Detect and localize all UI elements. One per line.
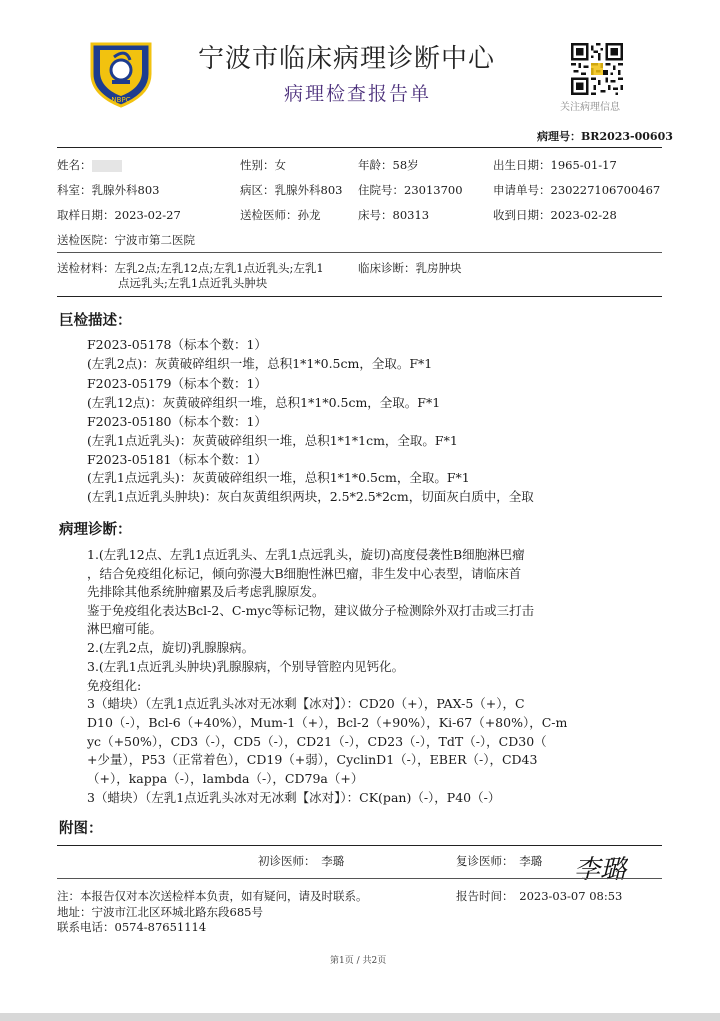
sample-date: 取样日期：2023-02-27 bbox=[57, 208, 181, 222]
submitting-doctor: 送检医师：孙龙 bbox=[240, 208, 321, 222]
specimen-material-line1: 送检材料：左乳2点;左乳12点;左乳1点近乳头;左乳1 bbox=[57, 261, 324, 275]
ihc-line: +少量），P53（正常着色），CD19（+弱），CyclinD1（-），EBER（-），CD43 bbox=[87, 752, 538, 767]
signoff-bottom-divider bbox=[57, 878, 662, 879]
svg-text:李璐: 李璐 bbox=[573, 855, 627, 885]
viewer-bottom-bar bbox=[0, 1013, 720, 1021]
department: 科室：乳腺外科803 bbox=[57, 183, 160, 197]
signoff-divider bbox=[57, 845, 662, 846]
gross-line: F2023-05181（标本个数：1） bbox=[87, 452, 267, 467]
doctor-signature bbox=[572, 848, 628, 886]
diagnosis-line: 鉴于免疫组化表达Bcl-2、C-myc等标记物，建议做分子检测除外双打击或三打击 bbox=[87, 603, 535, 618]
gross-line: (左乳1点近乳头肿块)：灰白灰黄组织两块，2.5*2.5*2cm，切面灰白质中，全取 bbox=[87, 489, 534, 504]
gross-line: F2023-05178（标本个数：1） bbox=[87, 337, 267, 352]
ward: 病区：乳腺外科803 bbox=[240, 183, 343, 197]
diagnosis-line: 先排除其他系统肿瘤累及后考虑乳腺原发。 bbox=[87, 584, 325, 599]
report-time: 报告时间： 2023-03-07 08:53 bbox=[456, 889, 623, 903]
qr-caption: 关注病理信息 bbox=[560, 102, 620, 113]
receive-date: 收到日期：2023-02-28 bbox=[493, 208, 617, 222]
header-divider bbox=[57, 147, 662, 148]
bed-number: 床号：80313 bbox=[358, 208, 430, 222]
page-indicator: 第1页 / 共2页 bbox=[330, 956, 387, 966]
gross-line: (左乳2点)：灰黄破碎组织一堆，总积1*1*0.5cm，全取。F*1 bbox=[87, 356, 433, 371]
qr-code[interactable] bbox=[571, 43, 623, 95]
ihc-line: （+），kappa（-），lambda（-），CD79a（+） bbox=[87, 771, 364, 786]
center-logo bbox=[86, 40, 156, 108]
svg-text:NBPC: NBPC bbox=[111, 96, 131, 104]
initial-doctor: 初诊医师： 李璐 bbox=[258, 854, 345, 868]
diagnosis-line: 2.(左乳2点，旋切)乳腺腺病。 bbox=[87, 640, 255, 655]
gross-line: (左乳1点近乳头)：灰黄破碎组织一堆，总积1*1*1cm，全取。F*1 bbox=[87, 433, 458, 448]
gross-line: F2023-05180（标本个数：1） bbox=[87, 414, 267, 429]
ihc-line: 3（蜡块）（左乳1点近乳头冰对无冰剩【冰对】）：CK(pan)（-），P40（-） bbox=[87, 790, 501, 805]
review-doctor: 复诊医师： 李璐 bbox=[456, 854, 543, 868]
clinical-diagnosis: 临床诊断：乳房肿块 bbox=[358, 261, 462, 275]
diagnosis-line: ，结合免疫组化标记，倾向弥漫大B细胞性淋巴瘤，非生发中心表型，请临床首 bbox=[87, 566, 522, 581]
patient-gender: 性别：女 bbox=[240, 158, 286, 172]
patient-age: 年龄：58岁 bbox=[358, 158, 419, 172]
gross-heading: 巨检描述： bbox=[59, 312, 132, 329]
report-title: 病理检查报告单 bbox=[284, 83, 432, 105]
contact-phone: 联系电话：0574-87651114 bbox=[57, 920, 207, 934]
info-divider bbox=[57, 252, 662, 253]
ihc-line: yc（+50%），CD3（-），CD5（-），CD21（-），CD23（-），TdT（-），CD30（ bbox=[87, 734, 547, 749]
ihc-line: D10（-），Bcl-6（+40%），Mum-1（+），Bcl-2（+90%），Ki-67（+80%），C-m bbox=[87, 715, 568, 730]
center-name: 宁波市临床病理诊断中心 bbox=[198, 44, 496, 74]
specimen-material-line2: 点远乳头;左乳1点近乳头肿块 bbox=[118, 276, 268, 290]
diagnosis-line: 淋巴瘤可能。 bbox=[87, 621, 163, 636]
diagnosis-line: 1.(左乳12点、左乳1点近乳头、左乳1点远乳头，旋切)高度侵袭性B细胞淋巴瘤 bbox=[87, 547, 525, 562]
application-number: 申请单号：230227106700467 bbox=[493, 183, 661, 197]
ihc-line: 3（蜡块）（左乳1点近乳头冰对无冰剩【冰对】）：CD20（+），PAX-5（+），C bbox=[87, 696, 525, 711]
patient-dob: 出生日期：1965-01-17 bbox=[493, 158, 617, 172]
submitting-hospital: 送检医院：宁波市第二医院 bbox=[57, 233, 195, 247]
attachment-heading: 附图： bbox=[59, 820, 103, 837]
name-redaction bbox=[92, 160, 122, 172]
diagnosis-line: 免疫组化: bbox=[87, 678, 142, 693]
gross-line: (左乳12点)：灰黄破碎组织一堆，总积1*1*0.5cm，全取。F*1 bbox=[87, 395, 441, 410]
pathology-number: 病理号：BR2023-00603 bbox=[537, 130, 673, 143]
submission-divider bbox=[57, 296, 662, 297]
disclaimer-note: 注：本报告仅对本次送检样本负责，如有疑问，请及时联系。 bbox=[57, 889, 368, 903]
center-address: 地址：宁波市江北区环城北路东段685号 bbox=[57, 905, 263, 919]
gross-line: F2023-05179（标本个数：1） bbox=[87, 376, 267, 391]
patient-name: 姓名： bbox=[57, 157, 122, 173]
gross-line: (左乳1点远乳头)：灰黄破碎组织一堆，总积1*1*0.5cm，全取。F*1 bbox=[87, 470, 470, 485]
inpatient-number: 住院号：23013700 bbox=[358, 183, 463, 197]
diagnosis-line: 3.(左乳1点近乳头肿块)乳腺腺病，个别导管腔内见钙化。 bbox=[87, 659, 405, 674]
diagnosis-heading: 病理诊断： bbox=[59, 521, 132, 538]
